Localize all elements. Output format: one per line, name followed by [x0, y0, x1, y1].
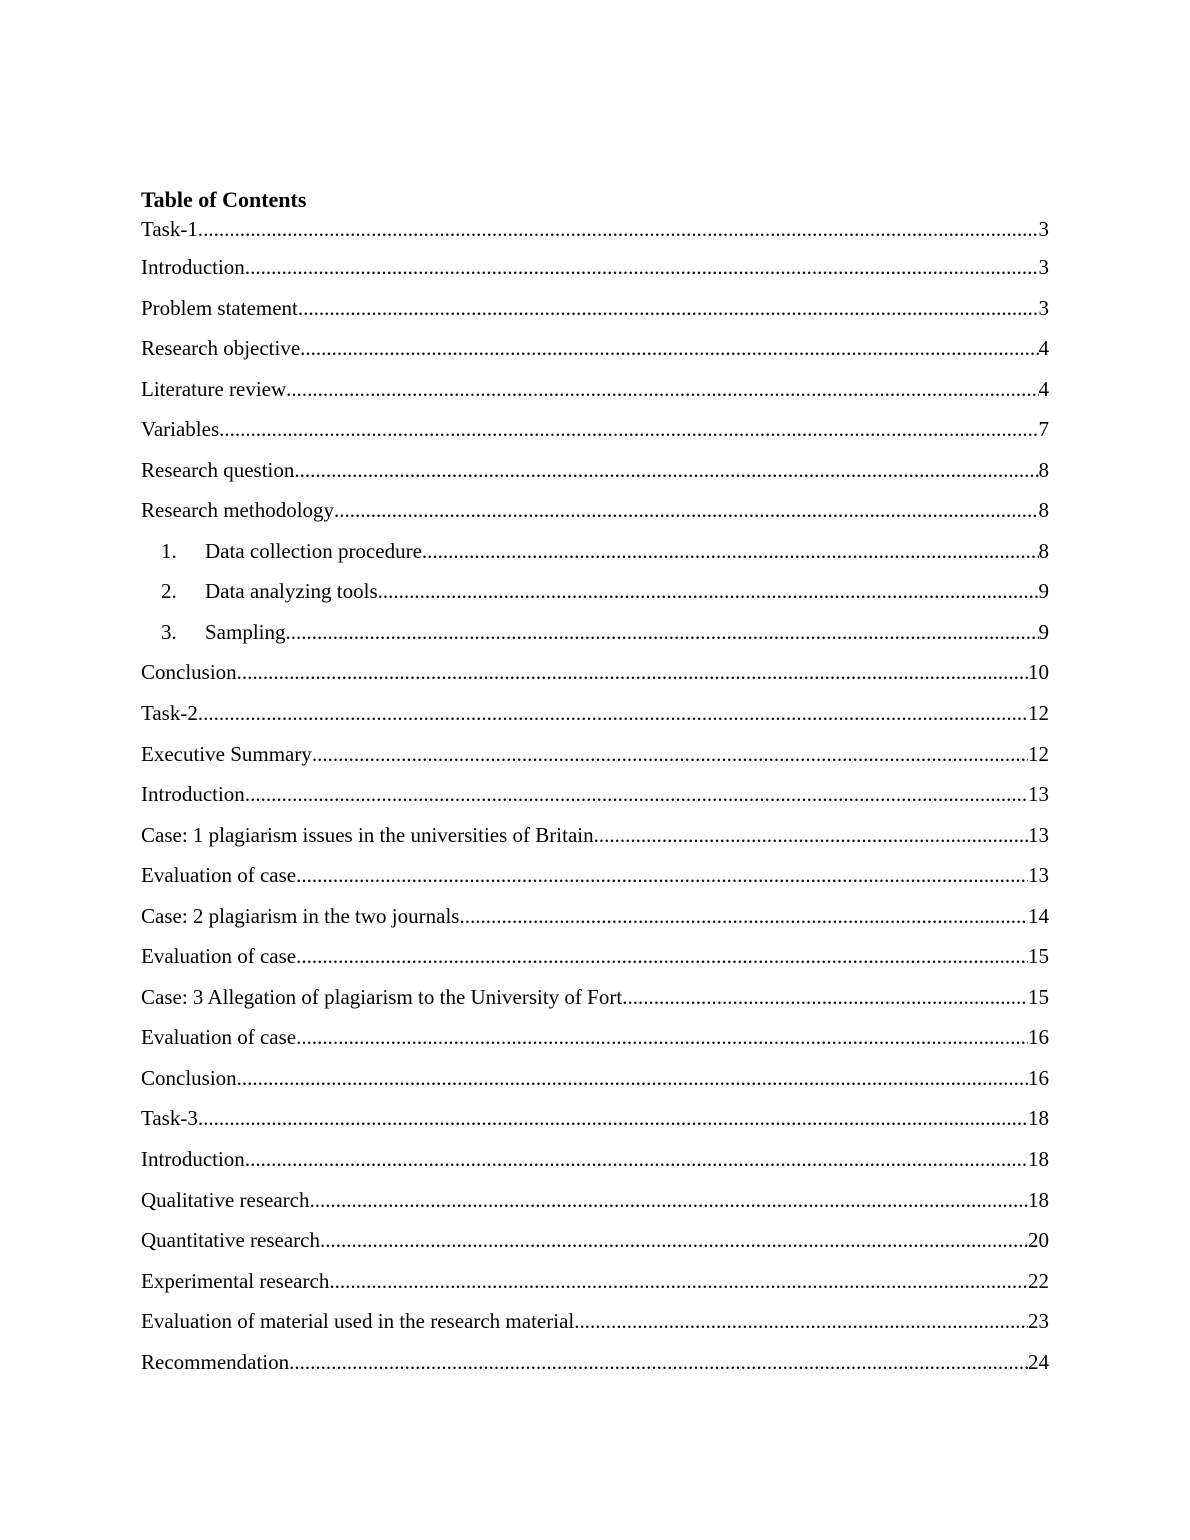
- toc-dot-leader: [312, 739, 1028, 769]
- toc-entry-page-number[interactable]: 8: [1038, 457, 1049, 482]
- toc-entry[interactable]: [141, 1103, 1049, 1144]
- toc-dot-leader: [286, 374, 1038, 404]
- toc-entry[interactable]: [141, 941, 1049, 982]
- toc-entry[interactable]: [141, 495, 1049, 536]
- toc-entry-title[interactable]: Case: 3 Allegation of plagiarism to the University of Fort: [141, 984, 623, 1009]
- toc-entry[interactable]: [141, 1063, 1049, 1104]
- toc-entry[interactable]: [141, 739, 1049, 780]
- toc-dot-leader: [459, 901, 1028, 931]
- toc-dot-leader: [289, 1347, 1028, 1377]
- toc-entry-page-number[interactable]: 15: [1028, 944, 1049, 969]
- toc-entry[interactable]: [141, 536, 1049, 577]
- toc-entry-page-number[interactable]: 3: [1038, 255, 1049, 279]
- toc-entry-title[interactable]: Research methodology: [141, 498, 335, 523]
- toc-entry-title[interactable]: Introduction: [141, 782, 245, 807]
- toc-dot-leader: [298, 293, 1039, 323]
- toc-entry-title[interactable]: Recommendation: [141, 1349, 290, 1374]
- toc-dot-leader: [286, 617, 1039, 647]
- toc-entry-page-number[interactable]: 15: [1028, 984, 1049, 1009]
- toc-dot-leader: [237, 1063, 1028, 1093]
- toc-entry-title[interactable]: Quantitative research: [141, 1228, 320, 1253]
- toc-entry-title[interactable]: Experimental research: [141, 1268, 330, 1293]
- toc-entry-title[interactable]: Conclusion: [141, 660, 237, 685]
- toc-entry-page-number[interactable]: 7: [1038, 417, 1049, 442]
- toc-dot-leader: [219, 414, 1038, 444]
- toc-list: [141, 214, 1049, 1387]
- toc-entry-number: 3.: [161, 619, 177, 644]
- toc-entry-page-number[interactable]: 18: [1028, 1187, 1049, 1212]
- toc-dot-leader: [378, 576, 1039, 606]
- toc-dot-leader: [320, 1225, 1028, 1255]
- toc-entry[interactable]: [141, 820, 1049, 861]
- toc-entry[interactable]: [141, 293, 1049, 334]
- toc-dot-leader: [422, 536, 1039, 566]
- toc-dot-leader: [237, 657, 1028, 687]
- toc-entry-title[interactable]: Evaluation of case: [141, 1025, 297, 1050]
- toc-dot-leader: [198, 698, 1028, 728]
- toc-entry[interactable]: [141, 1185, 1049, 1226]
- toc-entry-page-number[interactable]: 4: [1038, 376, 1049, 401]
- toc-dot-leader: [300, 333, 1038, 363]
- toc-entry-title[interactable]: Conclusion: [141, 1065, 237, 1090]
- toc-entry-title[interactable]: Research objective: [141, 336, 301, 361]
- toc-entry-title[interactable]: Research question: [141, 457, 295, 482]
- toc-entry[interactable]: [141, 414, 1049, 455]
- toc-dot-leader: [310, 1185, 1029, 1215]
- toc-entry-title[interactable]: Introduction: [141, 255, 245, 279]
- toc-entry-title[interactable]: Problem statement: [141, 295, 298, 320]
- toc-entry-title[interactable]: Task-2: [141, 701, 198, 726]
- toc-entry[interactable]: [141, 779, 1049, 820]
- toc-entry-title[interactable]: Task-3: [141, 1106, 198, 1131]
- toc-entry-page-number[interactable]: 16: [1028, 1025, 1049, 1050]
- toc-entry-page-number[interactable]: 4: [1038, 336, 1049, 361]
- toc-entry-title[interactable]: Case: 2 plagiarism in the two journals: [141, 903, 460, 928]
- toc-dot-leader: [245, 252, 1039, 282]
- toc-entry-page-number[interactable]: 22: [1028, 1268, 1049, 1293]
- toc-dot-leader: [594, 820, 1028, 850]
- toc-dot-leader: [296, 941, 1028, 971]
- toc-entry-title[interactable]: Executive Summary: [141, 741, 312, 766]
- toc-entry[interactable]: [141, 1347, 1049, 1388]
- toc-entry-page-number[interactable]: 23: [1028, 1309, 1049, 1334]
- toc-entry-title[interactable]: Literature review: [141, 376, 287, 401]
- toc-entry[interactable]: [141, 455, 1049, 496]
- toc-entry[interactable]: [141, 1022, 1049, 1063]
- toc-dot-leader: [329, 1266, 1028, 1296]
- toc-entry[interactable]: [141, 901, 1049, 942]
- toc-entry[interactable]: [141, 214, 1049, 252]
- toc-entry[interactable]: [141, 576, 1049, 617]
- toc-entry[interactable]: [141, 860, 1049, 901]
- toc-entry-page-number[interactable]: 16: [1028, 1065, 1049, 1090]
- toc-dot-leader: [622, 982, 1028, 1012]
- toc-entry-number: 1.: [161, 538, 177, 563]
- toc-entry-page-number[interactable]: 10: [1028, 660, 1049, 685]
- toc-entry-page-number[interactable]: 8: [1038, 498, 1049, 523]
- toc-dot-leader: [574, 1306, 1028, 1336]
- toc-dot-leader: [294, 455, 1038, 485]
- toc-entry[interactable]: [141, 982, 1049, 1023]
- toc-entry-page-number[interactable]: 14: [1028, 903, 1049, 928]
- toc-entry-page-number[interactable]: 9: [1038, 579, 1049, 604]
- toc-entry-title[interactable]: Data collection procedure: [205, 538, 422, 563]
- toc-entry-page-number[interactable]: 12: [1028, 741, 1049, 766]
- toc-entry-title[interactable]: Data analyzing tools: [205, 579, 378, 604]
- toc-entry-page-number[interactable]: 3: [1038, 295, 1049, 320]
- toc-entry[interactable]: [141, 1266, 1049, 1307]
- toc-entry-page-number[interactable]: 13: [1028, 822, 1049, 847]
- toc-entry-title[interactable]: Sampling: [205, 619, 286, 644]
- toc-dot-leader: [198, 214, 1039, 244]
- toc-entry-title[interactable]: Task-1: [141, 217, 198, 241]
- toc-entry-page-number[interactable]: 13: [1028, 863, 1049, 888]
- toc-entry-title[interactable]: Evaluation of case: [141, 944, 297, 969]
- toc-dot-leader: [296, 860, 1028, 890]
- toc-entry-title[interactable]: Evaluation of case: [141, 863, 297, 888]
- toc-entry[interactable]: [141, 1306, 1049, 1347]
- toc-entry-page-number[interactable]: 9: [1038, 619, 1049, 644]
- toc-entry[interactable]: [141, 657, 1049, 698]
- document-page: [141, 186, 1049, 1387]
- toc-entry-page-number[interactable]: 18: [1028, 1147, 1049, 1172]
- toc-dot-leader: [334, 495, 1038, 525]
- toc-entry-page-number[interactable]: 8: [1038, 538, 1049, 563]
- toc-entry-page-number[interactable]: 20: [1028, 1228, 1049, 1253]
- toc-entry-page-number[interactable]: 12: [1028, 701, 1049, 726]
- toc-entry-page-number[interactable]: 18: [1028, 1106, 1049, 1131]
- toc-entry[interactable]: [141, 698, 1049, 739]
- toc-entry[interactable]: [141, 1225, 1049, 1266]
- toc-entry[interactable]: [141, 252, 1049, 293]
- toc-entry-page-number[interactable]: 13: [1028, 782, 1049, 807]
- toc-entry-title[interactable]: Qualitative research: [141, 1187, 310, 1212]
- toc-dot-leader: [198, 1103, 1028, 1133]
- toc-dot-leader: [296, 1022, 1028, 1052]
- toc-entry-page-number[interactable]: 24: [1028, 1349, 1049, 1374]
- toc-entry-title[interactable]: Evaluation of material used in the research material: [141, 1309, 575, 1334]
- toc-entry-title[interactable]: Case: 1 plagiarism issues in the universities of Britain: [141, 822, 594, 847]
- toc-entry-page-number[interactable]: 3: [1038, 217, 1049, 241]
- toc-entry[interactable]: [141, 374, 1049, 415]
- toc-entry[interactable]: [141, 617, 1049, 658]
- toc-dot-leader: [245, 779, 1028, 809]
- toc-dot-leader: [245, 1144, 1028, 1174]
- toc-entry[interactable]: [141, 333, 1049, 374]
- toc-entry-title[interactable]: Introduction: [141, 1147, 245, 1172]
- toc-heading: Table of Contents: [141, 187, 307, 212]
- toc-entry[interactable]: [141, 1144, 1049, 1185]
- toc-entry-title[interactable]: Variables: [141, 417, 220, 442]
- toc-entry-number: 2.: [161, 579, 177, 604]
